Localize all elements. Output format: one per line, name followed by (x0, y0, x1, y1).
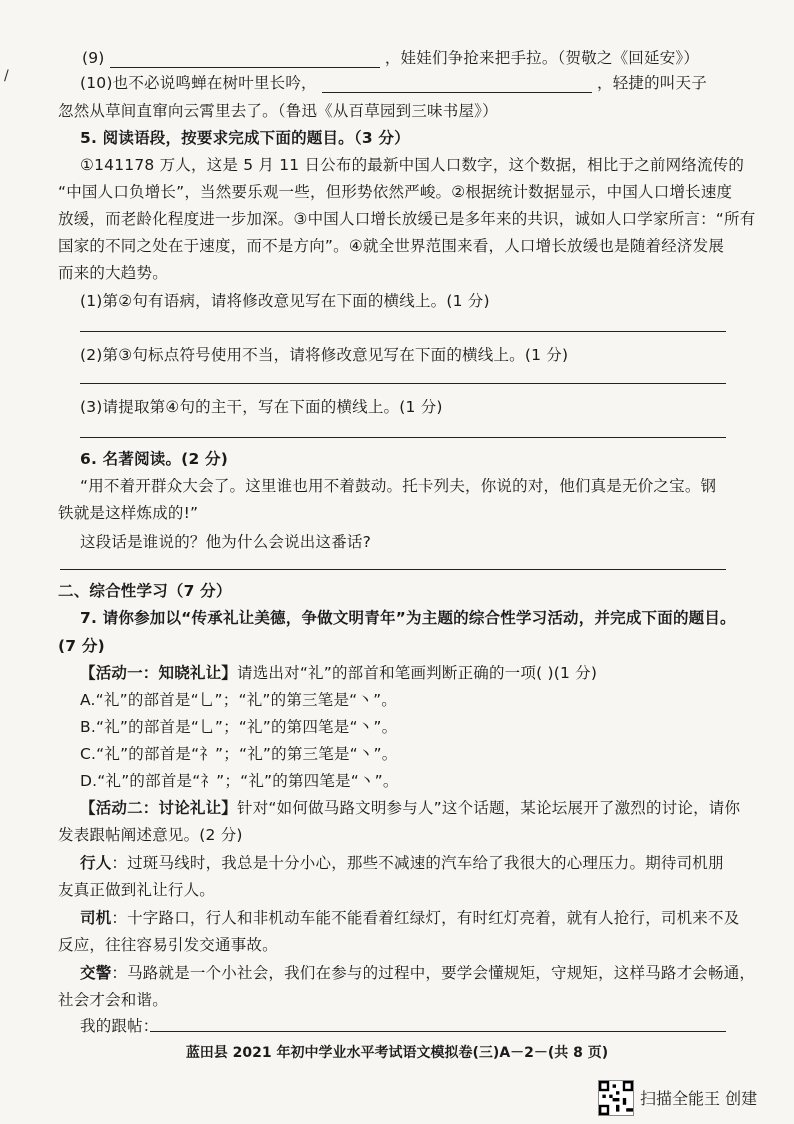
option-b[interactable]: B.“礼”的部首是“乚”；“礼”的第四笔是“丶”。 (80, 718, 398, 736)
police-text: ：马路就是一个小社会，我们在参与的过程中，要学会懂规矩，守规矩，这样马路才会畅通， (111, 964, 756, 982)
section-2-title: 二、综合性学习（7 分） (58, 582, 232, 600)
activity-1 (80, 661, 597, 683)
q5-para-line: “中国人口负增长”，当然要乐观一些，但形势依然严峻。②根据统计数据显示，中国人口增长速度 (58, 183, 733, 201)
item-10 (80, 71, 707, 93)
answer-blank-10[interactable] (322, 74, 592, 93)
post-pedestrian-cont: 友真正做到礼让行人。 (58, 881, 216, 899)
q5-title: 5. 阅读语段，按要求完成下面的题目。（3 分） (80, 129, 410, 147)
driver-text: ：十字路口，行人和非机动车能不能看着红绿灯，有时红灯亮着，就有人抢行，司机来不及 (111, 909, 740, 927)
margin-mark: / (4, 68, 9, 84)
activity-2-text: 针对“如何做马路文明参与人”这个话题，某论坛展开了激烈的讨论，请你 (237, 799, 741, 817)
option-c[interactable]: C.“礼”的部首是“礻”；“礼”的第三笔是“丶”。 (80, 745, 398, 763)
answer-line-my-post[interactable] (150, 1031, 726, 1032)
activity-1-text: 请选出对“礼”的部首和笔画判断正确的一项( )(1 分) (237, 664, 598, 682)
q6-title: 6. 名著阅读。(2 分) (80, 450, 229, 468)
q7-score: (7 分) (58, 637, 105, 655)
q5-para-line: ①141178 万人，这是 5 月 11 日公布的最新中国人口数字，这个数据，相比于之前网络流传的 (80, 156, 745, 174)
item-9-text: ，娃娃们争抢来把手拉。（贺敬之《回延安》） (384, 49, 700, 67)
activity-2-text-cont: 发表跟帖阐述意见。(2 分) (58, 826, 243, 844)
my-post-label: 我的跟帖： (80, 1017, 159, 1035)
post-pedestrian (80, 851, 724, 873)
q6-quote: 铁就是这样炼成的!” (58, 504, 199, 522)
item-10-cont: 忽然从草间直窜向云霄里去了。（鲁迅《从百草园到三味书屋》） (58, 102, 498, 120)
page-footer: 蓝田县 2021 年初中学业水平考试语文模拟卷(三)A－2－(共 8 页) (185, 1045, 609, 1061)
answer-blank-9[interactable] (110, 49, 380, 68)
q5-para-line: 而来的大趋势。 (58, 264, 168, 282)
post-driver-cont: 反应，往往容易引发交通事故。 (58, 936, 278, 954)
answer-line-q5-2[interactable] (80, 383, 726, 384)
post-police-cont: 社会才会和谐。 (58, 991, 168, 1009)
answer-line-q6[interactable] (60, 569, 726, 570)
item-9-number: (9) (82, 49, 105, 67)
item-10-text: (10)也不必说鸣蝉在树叶里长吟， (80, 74, 317, 92)
answer-line-q5-1[interactable] (80, 331, 726, 332)
driver-label: 司机 (80, 909, 112, 927)
activity-1-tag: 【活动一：知晓礼让】 (80, 664, 238, 682)
pedestrian-text: ：过斑马线时，我总是十分小心，那些不减速的汽车给了我很大的心理压力。期待司机朋 (111, 854, 724, 872)
q5-sub1: (1)第②句有语病，请将修改意见写在下面的横线上。(1 分) (80, 292, 490, 310)
pedestrian-label: 行人 (80, 854, 112, 872)
scanner-brand: 扫描全能王 创建 (640, 1089, 758, 1108)
q5-sub3: (3)请提取第④句的主干，写在下面的横线上。(1 分) (80, 398, 443, 416)
item-9 (82, 46, 699, 68)
post-police (80, 961, 755, 983)
qr-code-icon (598, 1080, 634, 1116)
option-a[interactable]: A.“礼”的部首是“乚”；“礼”的第三笔是“丶”。 (80, 691, 397, 709)
item-10-end: ，轻捷的叫天子 (597, 74, 707, 92)
q7-title: 7. 请你参加以“传承礼让美德，争做文明青年”为主题的综合性学习活动，并完成下面的题目。 (80, 609, 736, 627)
q6-question: 这段话是谁说的？他为什么会说出这番话? (80, 533, 372, 551)
answer-line-q5-3[interactable] (80, 437, 726, 438)
activity-2 (80, 796, 740, 818)
police-label: 交警 (80, 964, 112, 982)
q5-sub2: (2)第③句标点符号使用不当，请将修改意见写在下面的横线上。(1 分) (80, 346, 569, 364)
activity-2-tag: 【活动二：讨论礼让】 (80, 799, 238, 817)
post-driver (80, 906, 739, 928)
q5-para-line: 国家的不同之处在于速度，而不是方向”。④就全世界范围来看，人口增长放缓也是随着经济发展 (58, 237, 725, 255)
q6-quote: “用不着开群众大会了。这里谁也用不着鼓动。托卡列夫，你说的对，他们真是无价之宝。钢 (80, 477, 717, 495)
option-d[interactable]: D.“礼”的部首是“礻”；“礼”的第四笔是“丶”。 (80, 772, 399, 790)
q5-para-line: 放缓，而老龄化程度进一步加深。③中国人口增长放缓已是多年来的共识，诚如人口学家所言：“所有 (58, 210, 756, 228)
